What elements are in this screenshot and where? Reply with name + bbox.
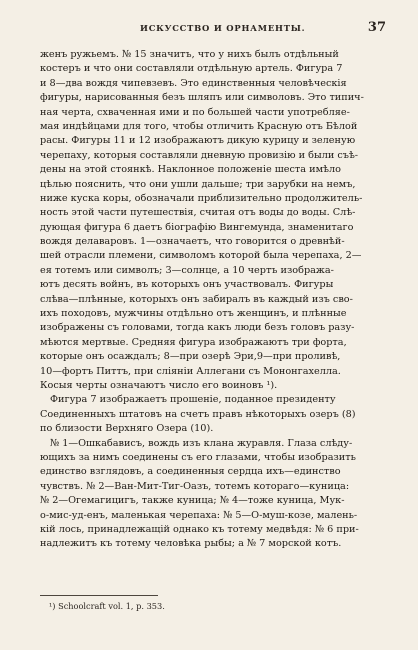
text-line: дены на этой стоянкѣ. Наклонное положеніе шеста имѣло: [40, 164, 341, 176]
text-line: ная черта, схваченная ими и по большей части употребляе-: [40, 106, 350, 118]
text-line: мѣются мертвые. Средняя фигура изображаютъ три форта,: [40, 336, 347, 348]
text-line: вождя делаваровъ. 1—означаетъ, что говорится о древнѣй-: [40, 236, 345, 248]
text-line: черепаху, которыя составляли дневную провизію и были съѣ-: [40, 149, 359, 161]
text-line: и 8—два вождя чипевзевъ. Это единственныя человѣческія: [40, 77, 347, 89]
text-line: фигуры, нарисованныя безъ шляпъ или символовъ. Это типич-: [40, 92, 364, 104]
text-line: костеръ и что они составляли отдѣльную артель. Фигура 7: [40, 63, 343, 75]
page-number: 37: [367, 20, 386, 35]
text-line: ихъ походовъ, мужчины отдѣльно отъ женщинъ, и плѣнные: [40, 308, 347, 320]
running-title: ИСКУССТВО И ОРНАМЕНТЫ.: [140, 23, 306, 33]
text-line: слѣва—плѣнные, которыхъ онъ забиралъ въ каждый изъ сво-: [40, 293, 353, 305]
text-line: ея тотемъ или символъ; 3—солнце, а 10 чертъ изобража-: [40, 264, 334, 276]
text-line: расы. Фигуры 11 и 12 изображаютъ дикую курицу и зеленую: [40, 135, 356, 147]
body-text: [40, 48, 386, 552]
text-line: по близости Верхняго Озера (10).: [40, 423, 214, 435]
text-line: № 2—Огемагицигъ, также куница; № 4—тоже куница, Мук-: [40, 495, 345, 507]
text-line: единство взглядовъ, а соединенныя сердца ихъ—единство: [40, 466, 341, 478]
text-line: № 1—Ошкабависъ, вождь изъ клана журавля. Глаза слѣду-: [50, 437, 353, 449]
text-line: ность этой части путешествія, считая отъ воды до воды. Слѣ-: [40, 207, 356, 219]
text-line: мая индѣйцами для того, чтобы отличить Красную отъ Бѣлой: [40, 120, 358, 132]
text-line: женъ ружьемъ. № 15 значитъ, что у нихъ былъ отдѣльный: [40, 49, 339, 60]
text-line: изображены съ головами, тогда какъ люди безъ головъ разу-: [40, 322, 355, 334]
text-line: Соединенныхъ штатовъ на счетъ правъ нѣкоторыхъ озеръ (8): [40, 408, 356, 420]
text-line: Косыя черты означаютъ число его воиновъ ¹).: [40, 379, 278, 391]
text-line: надлежитъ къ тотему человѣка рыбы; а № 7 морской котъ.: [40, 538, 342, 550]
text-line: кій лось, принадлежащій однако къ тотему медвѣдя: № 6 при-: [40, 523, 359, 535]
text-line: чувствъ. № 2—Ван-Мит-Тиг-Оазъ, тотемъ котораго—куница:: [40, 480, 350, 492]
page-header: [40, 20, 386, 40]
text-line: ниже куска коры, обозначали приблизительно продолжитель-: [40, 192, 363, 204]
text-line: ютъ десять войнъ, въ которыхъ онъ участвовалъ. Фигуры: [40, 279, 334, 291]
text-line: о-мис-уд-енъ, маленькая черепаха: № 5—О-муш-козе, малень-: [40, 509, 358, 521]
text-line: шей отрасли племени, символомъ которой была черепаха, 2—: [40, 250, 362, 262]
text-line: дующая фигура 6 даетъ біографію Вингемунда, знаменитаго: [40, 221, 354, 233]
text-line: которые онъ осаждалъ; 8—при озерѣ Эри,9—при проливѣ,: [40, 351, 341, 363]
text-line: Фигура 7 изображаетъ прошеніе, поданное президенту: [50, 394, 336, 406]
text-line: цѣлью пояснить, что они ушли дальше; три зарубки на немъ,: [40, 178, 356, 190]
text-line: 10—фортъ Питтъ, при сліяніи Аллегани съ Мононгахелла.: [40, 365, 341, 377]
footnote: ¹) Schoolcraft vol. 1, p. 353.: [49, 601, 165, 611]
text-line: ющихъ за нимъ соединены съ его глазами, чтобы изобразить: [40, 451, 356, 463]
footnote-divider: [40, 595, 158, 596]
